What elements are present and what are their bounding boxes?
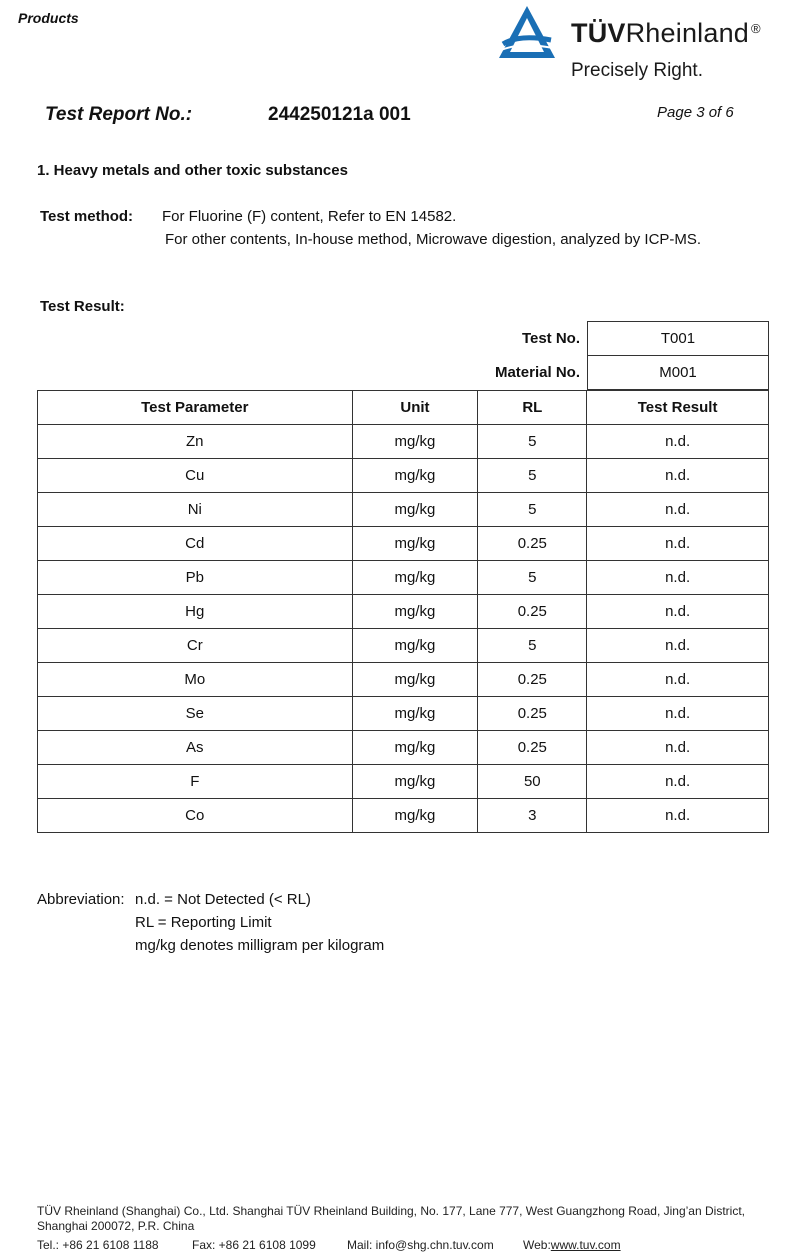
table-row (38, 731, 769, 765)
cell-parameter: Cd (38, 527, 353, 561)
page-indicator: Page 3 of 6 (657, 104, 734, 121)
table-row (38, 595, 769, 629)
cell-rl: 0.25 (478, 663, 587, 697)
table-row (38, 459, 769, 493)
cell-parameter: Zn (38, 425, 353, 459)
cell-unit: mg/kg (352, 663, 478, 697)
cell-result: n.d. (587, 595, 769, 629)
test-method-line-1: For Fluorine (F) content, Refer to EN 14582. (162, 208, 457, 225)
cell-parameter: Mo (38, 663, 353, 697)
test-method-line-2: For other contents, In-house method, Microwave digestion, analyzed by ICP-MS. (165, 231, 702, 248)
cell-parameter: Pb (38, 561, 353, 595)
cell-parameter: Se (38, 697, 353, 731)
cell-rl: 50 (478, 765, 587, 799)
footer-web-label: Web: (523, 1238, 551, 1252)
table-row (38, 799, 769, 833)
cell-result: n.d. (587, 765, 769, 799)
brand-prefix: TÜV (571, 18, 626, 48)
cell-rl: 0.25 (478, 731, 587, 765)
material-no-value: M001 (588, 356, 769, 390)
table-row (38, 493, 769, 527)
material-no-label: Material No. (494, 364, 580, 381)
header-test-result: Test Result (587, 391, 769, 425)
cell-parameter: F (38, 765, 353, 799)
tuv-triangle-icon (497, 4, 557, 60)
material-no-row (37, 356, 769, 390)
cell-rl: 5 (478, 459, 587, 493)
cell-unit: mg/kg (352, 493, 478, 527)
cell-rl: 3 (478, 799, 587, 833)
results-header-row (38, 391, 769, 425)
cell-unit: mg/kg (352, 425, 478, 459)
table-row (38, 425, 769, 459)
report-number: 244250121a 001 (268, 104, 411, 125)
report-number-label: Test Report No.: (45, 104, 193, 125)
abbreviation-line-1: n.d. = Not Detected (< RL) (135, 891, 311, 908)
brand-name (571, 18, 761, 48)
cell-unit: mg/kg (352, 799, 478, 833)
cell-result: n.d. (587, 425, 769, 459)
cell-parameter: Co (38, 799, 353, 833)
cell-result: n.d. (587, 561, 769, 595)
cell-result: n.d. (587, 459, 769, 493)
table-row (38, 765, 769, 799)
footer-contact (37, 1238, 621, 1252)
footer-web-link[interactable]: www.tuv.com (550, 1238, 621, 1252)
cell-rl: 0.25 (478, 595, 587, 629)
table-row (38, 561, 769, 595)
sample-info-table (37, 321, 769, 390)
header-test-parameter: Test Parameter (38, 391, 353, 425)
cell-unit: mg/kg (352, 527, 478, 561)
section-title: 1. Heavy metals and other toxic substances (37, 162, 348, 179)
cell-unit: mg/kg (352, 459, 478, 493)
cell-result: n.d. (587, 697, 769, 731)
cell-result: n.d. (587, 493, 769, 527)
header-unit: Unit (352, 391, 478, 425)
cell-unit: mg/kg (352, 595, 478, 629)
test-no-value: T001 (588, 322, 769, 356)
test-no-label: Test No. (521, 330, 580, 347)
cell-result: n.d. (587, 663, 769, 697)
cell-parameter: As (38, 731, 353, 765)
abbreviation-line-2: RL = Reporting Limit (135, 914, 272, 931)
footer-mail: Mail: info@shg.chn.tuv.com (347, 1238, 494, 1252)
footer-fax: Fax: +86 21 6108 1099 (192, 1238, 316, 1252)
tuv-rheinland-logo (497, 4, 797, 84)
cell-unit: mg/kg (352, 561, 478, 595)
cell-rl: 5 (478, 561, 587, 595)
cell-unit: mg/kg (352, 765, 478, 799)
brand-suffix: Rheinland (625, 18, 750, 48)
cell-unit: mg/kg (352, 697, 478, 731)
registered-mark: ® (751, 21, 761, 36)
cell-parameter: Cu (38, 459, 353, 493)
footer-address-line-2: Shanghai 200072, P.R. China (37, 1219, 195, 1233)
cell-parameter: Ni (38, 493, 353, 527)
cell-result: n.d. (587, 731, 769, 765)
table-row (38, 697, 769, 731)
cell-rl: 5 (478, 629, 587, 663)
table-row (38, 663, 769, 697)
results-table (37, 390, 769, 833)
cell-rl: 5 (478, 425, 587, 459)
products-label: Products (18, 10, 79, 26)
cell-result: n.d. (587, 527, 769, 561)
abbreviation-label: Abbreviation: (37, 891, 125, 908)
table-row (38, 629, 769, 663)
cell-rl: 0.25 (478, 527, 587, 561)
footer-tel: Tel.: +86 21 6108 1188 (37, 1238, 159, 1252)
test-method-label: Test method: (40, 208, 134, 225)
test-result-label: Test Result: (40, 298, 125, 315)
cell-unit: mg/kg (352, 731, 478, 765)
cell-parameter: Cr (38, 629, 353, 663)
brand-tagline: Precisely Right. (571, 60, 703, 81)
cell-result: n.d. (587, 799, 769, 833)
abbreviation-line-3: mg/kg denotes milligram per kilogram (135, 937, 385, 954)
cell-parameter: Hg (38, 595, 353, 629)
footer-address-line-1: TÜV Rheinland (Shanghai) Co., Ltd. Shanghai TÜV Rheinland Building, No. 177, Lane 777, West Guangzhong Road, Jing’an District, (37, 1204, 745, 1218)
test-no-row (37, 322, 769, 356)
header-rl: RL (478, 391, 587, 425)
cell-rl: 0.25 (478, 697, 587, 731)
cell-unit: mg/kg (352, 629, 478, 663)
table-row (38, 527, 769, 561)
cell-rl: 5 (478, 493, 587, 527)
cell-result: n.d. (587, 629, 769, 663)
